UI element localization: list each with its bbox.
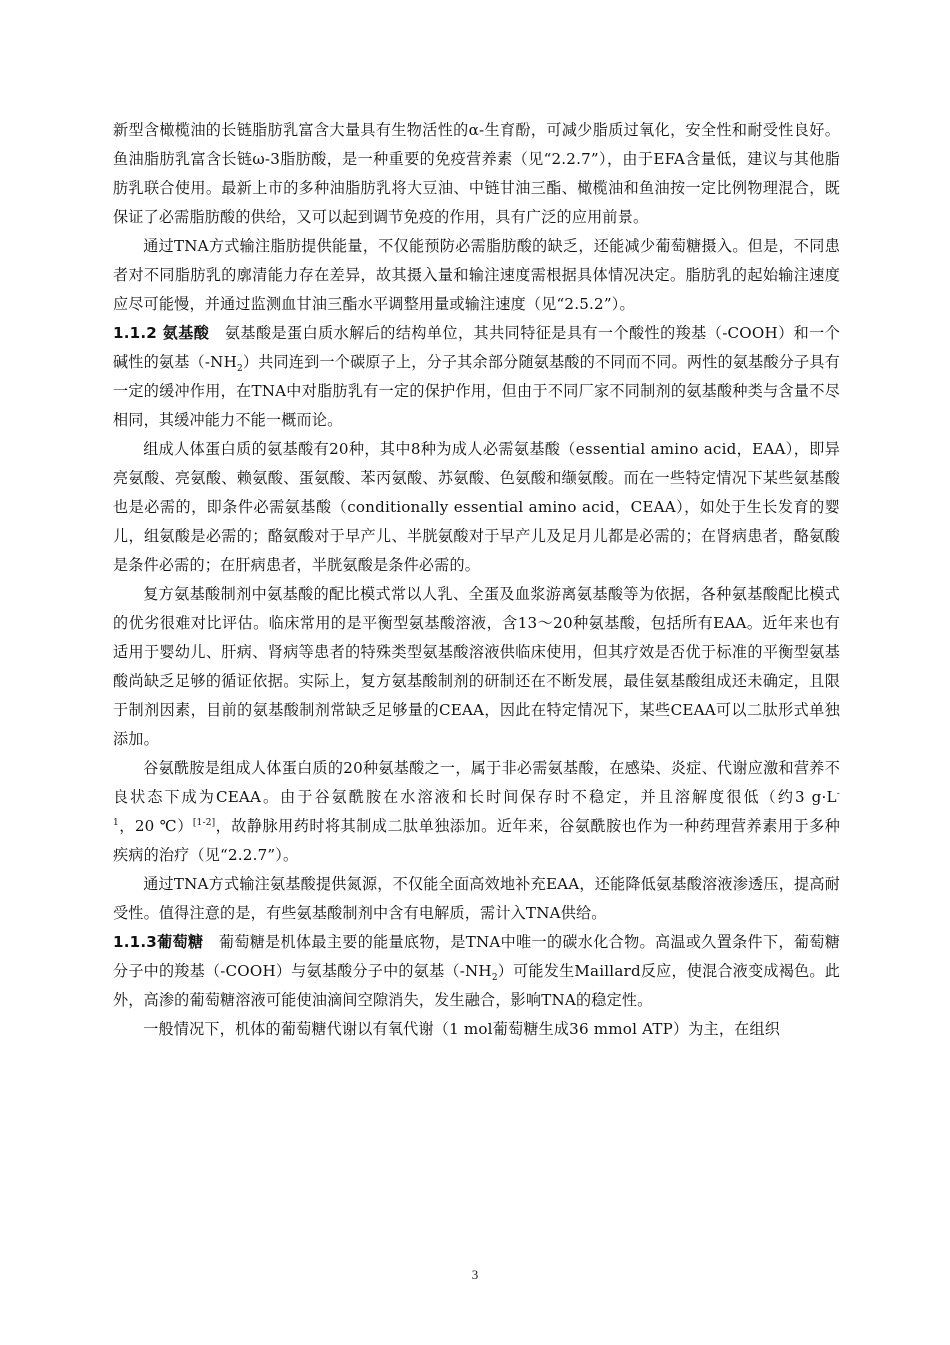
paragraph-glutamine: 谷氨酰胺是组成人体蛋白质的20种氨基酸之一，属于非必需氨基酸，在感染、炎症、代谢应激和营养不良状态下成为CEAA。由于谷氨酰胺在水溶液和长时间保存时不稳定，并且溶解度很低（约3 $g\cdot L^{-1}$，20 ℃）[1-2]，故静脉用药时将其制成二肽单独添加。近年来，谷氨酰胺也作为一种药理营养素用于多种疾病的治疗（见“2.2.7”）。 <box>113 759 840 864</box>
paragraph-glucose-intro: 1.1.3葡萄糖 葡萄糖是机体最主要的能量底物，是TNA中唯一的碳水化合物。高温或久置条件下，葡萄糖分子中的羧基（-COOH）与氨基酸分子中的氨基$(-NH_2)$可能发生Maillard反应，使混合液变成褐色。此外，高渗的葡萄糖溶液可能使油滴间空隙消失，发生融合，影响TNA的稳定性。 <box>113 933 841 1009</box>
paragraph-amino-acid-intro: 1.1.2 氨基酸 氨基酸是蛋白质水解后的结构单位，其共同特征是具有一个酸性的羧基（-COOH）和一个碱性的氨基$(-NH_2)$共同连到一个碳原子上，分子其余部分随氨基酸的不同而不同。两性的氨基酸分子具有一定的缓冲作用，在TNA中对脂肪乳有一定的保护作用，但由于不同厂家不同制剂的氨基酸种类与含量不尽相同，其缓冲能力不能一概而论。 <box>113 324 840 429</box>
section-heading-1-1-3: 1.1.3葡萄糖 <box>113 933 204 951</box>
paragraph-lipid-emulsion-types: 新型含橄榄油的长链脂肪乳富含大量具有生物活性的α-生育酚，可减少脂质过氧化，安全性和耐受性良好。鱼油脂肪乳富含长链ω-3脂肪酸，是一种重要的免疫营养素（见“2.2.7”），由于EFA含量低，建议与其他脂肪乳联合使用。最新上市的多种油脂肪乳将大豆油、中链甘油三酯、橄榄油和鱼油按一定比例物理混合，既保证了必需脂肪酸的供给，又可以起到调节免疫的作用，具有广泛的应用前景。 <box>113 121 840 226</box>
citation-ref: [1-2] <box>192 817 216 828</box>
paragraph-lipid-infusion: 通过TNA方式输注脂肪提供能量，不仅能预防必需脂肪酸的缺乏，还能减少葡萄糖摄入。但是，不同患者对不同脂肪乳的廓清能力存在差异，故其摄入量和输注速度需根据具体情况决定。脂肪乳的起始输注速度应尽可能慢，并通过监测血甘油三酯水平调整用量或输注速度（见“2.5.2”）。 <box>113 237 840 313</box>
body-text <box>113 116 840 1044</box>
page-number: 3 <box>471 1267 479 1282</box>
section-heading-1-1-2: 1.1.2 氨基酸 <box>113 324 210 342</box>
paragraph-glucose-metabolism: 一般情况下，机体的葡萄糖代谢以有氧代谢（1 mol葡萄糖生成36 mmol ATP）为主，在组织 <box>143 1020 781 1038</box>
paragraph-compound-amino-acids: 复方氨基酸制剂中氨基酸的配比模式常以人乳、全蛋及血浆游离氨基酸等为依据，各种氨基酸配比模式的优劣很难对比评估。临床常用的是平衡型氨基酸溶液，含13～20种氨基酸，包括所有EAA。近年来也有适用于婴幼儿、肝病、肾病等患者的特殊类型氨基酸溶液供临床使用，但其疗效是否优于标准的平衡型氨基酸尚缺乏足够的循证依据。实际上，复方氨基酸制剂的研制还在不断发展，最佳氨基酸组成还未确定，且限于制剂因素，目前的氨基酸制剂常缺乏足够量的CEAA，因此在特定情况下，某些CEAA可以二肽形式单独添加。 <box>113 585 840 748</box>
paragraph-amino-acid-infusion: 通过TNA方式输注氨基酸提供氮源，不仅能全面高效地补充EAA，还能降低氨基酸溶液渗透压，提高耐受性。值得注意的是，有些氨基酸制剂中含有电解质，需计入TNA供给。 <box>113 875 840 922</box>
paragraph-essential-amino-acids: 组成人体蛋白质的氨基酸有20种，其中8种为成人必需氨基酸（essential amino acid，EAA），即异亮氨酸、亮氨酸、赖氨酸、蛋氨酸、苯丙氨酸、苏氨酸、色氨酸和缬氨酸。而在一些特定情况下某些氨基酸也是必需的，即条件必需氨基酸（conditionally essential amino acid，CEAA），如处于生长发育的婴儿，组氨酸是必需的；酪氨酸对于早产儿、半胱氨酸对于早产儿及足月儿都是必需的；在肾病患者，酪氨酸是条件必需的；在肝病患者，半胱氨酸是条件必需的。 <box>113 440 840 574</box>
